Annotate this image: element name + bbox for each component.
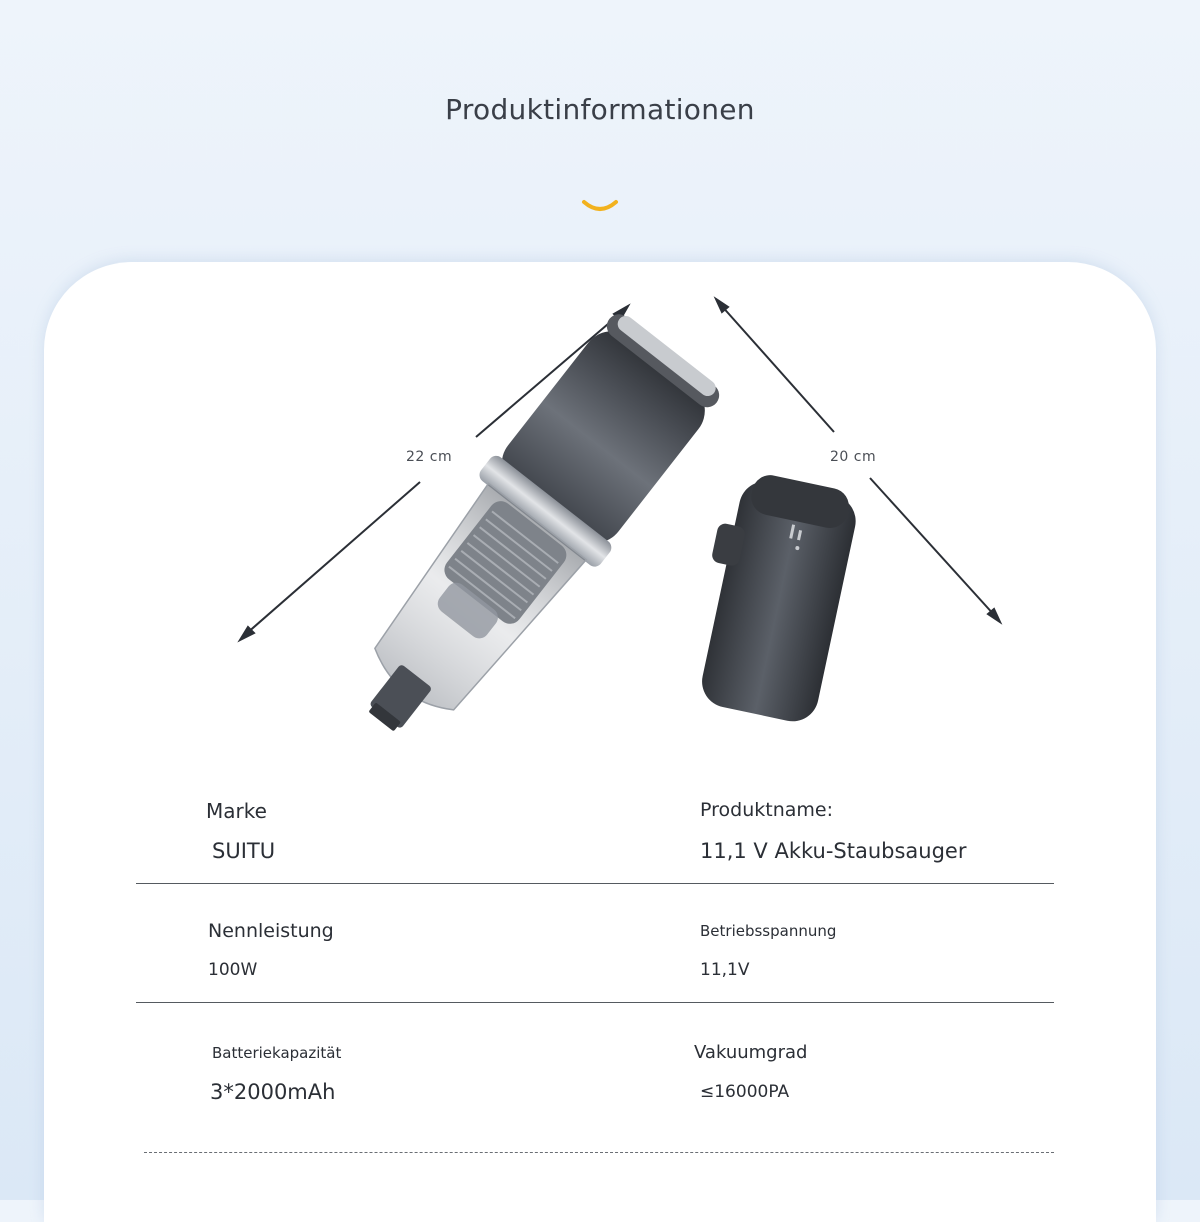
operating-voltage-value: 11,1V — [700, 960, 750, 980]
spec-divider-2 — [136, 1002, 1054, 1003]
rated-power-label: Nennleistung — [208, 920, 334, 942]
vacuum-degree-label: Vakuumgrad — [694, 1042, 808, 1063]
battery-capacity-label: Batteriekapazität — [212, 1044, 342, 1062]
length-dimension-label: 22 cm — [406, 449, 453, 465]
spec-divider-dashed — [144, 1152, 1054, 1153]
brand-value: SUITU — [212, 839, 276, 863]
brand-label: Marke — [206, 799, 267, 823]
height-dimension-label: 20 cm — [830, 449, 877, 465]
page-title: Produktinformationen — [445, 93, 755, 126]
spec-divider-1 — [136, 883, 1054, 884]
product-name-label: Produktname: — [700, 799, 833, 821]
smile-accent-icon — [580, 198, 620, 214]
product-name-value: 11,1 V Akku-Staubsauger — [700, 839, 967, 863]
vacuum-degree-value: ≤16000PA — [700, 1082, 790, 1102]
operating-voltage-label: Betriebsspannung — [700, 922, 837, 940]
handheld-vacuum-illustration — [44, 262, 1156, 762]
rated-power-value: 100W — [208, 960, 258, 980]
battery-capacity-value: 3*2000mAh — [210, 1080, 336, 1104]
product-info-card — [44, 262, 1156, 1222]
